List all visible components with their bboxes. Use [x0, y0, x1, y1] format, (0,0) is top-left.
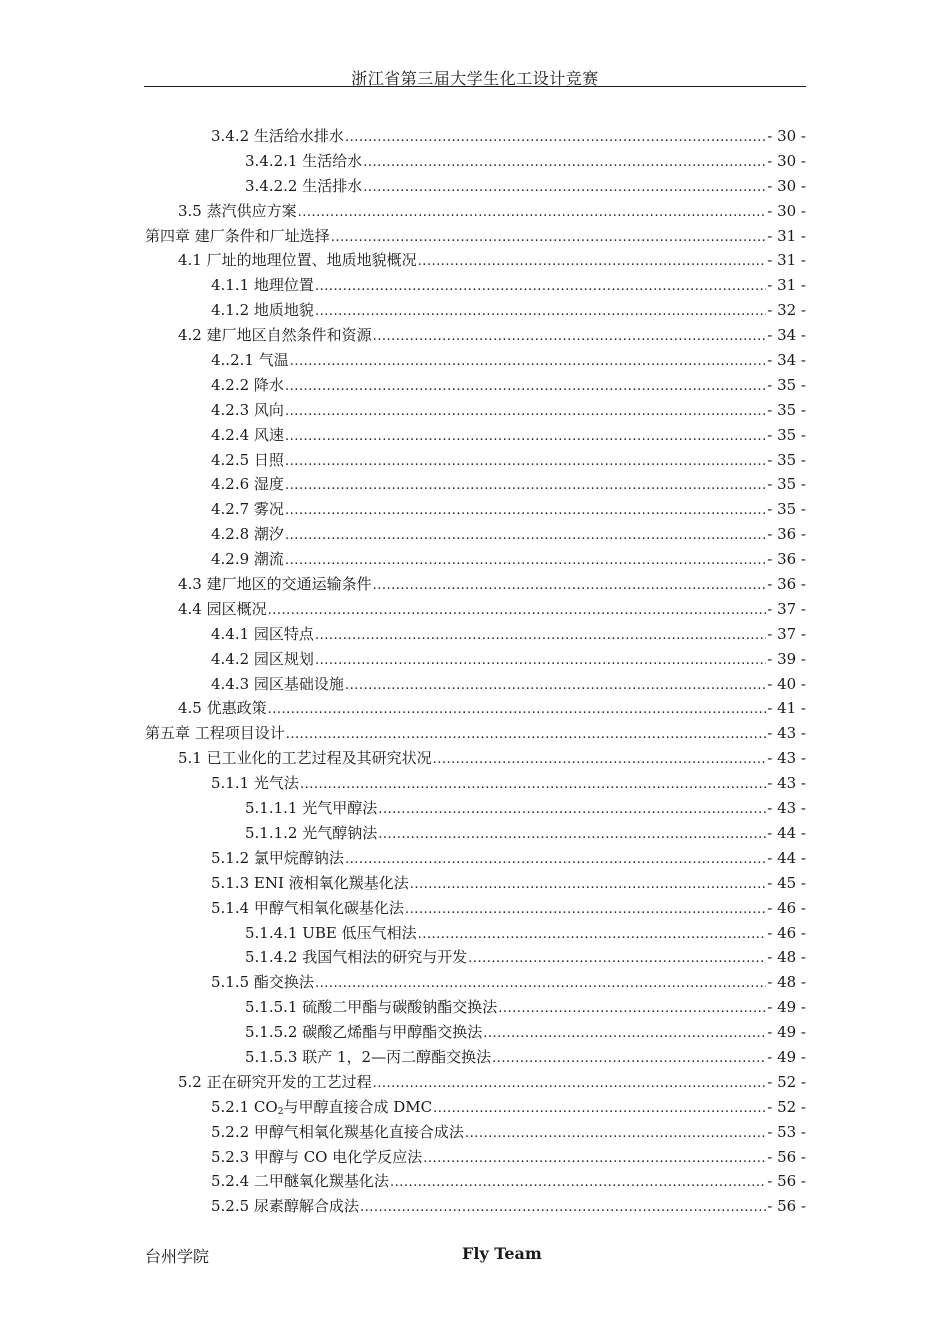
toc-entry[interactable] [145, 224, 806, 249]
toc-dot-leader [410, 873, 767, 898]
toc-entry-title: 3.4.2.1 生活给水 [245, 151, 363, 170]
toc-dot-leader [286, 723, 766, 748]
toc-dot-leader [423, 1147, 766, 1172]
toc-entry-title: 4.2 建厂地区自然条件和资源 [178, 326, 372, 345]
table-of-contents [145, 124, 806, 1219]
toc-entry-title: 4.2.6 湿度 [211, 475, 284, 494]
toc-entry-title: 5.2.2 甲醇气相氧化羰基化直接合成法 [211, 1122, 464, 1141]
toc-entry[interactable] [145, 1120, 806, 1145]
toc-entry-page: - 44 - [767, 823, 806, 842]
toc-entry-page: - 45 - [767, 873, 806, 892]
toc-entry[interactable] [145, 199, 806, 224]
toc-entry-title: 5.1.1 光气法 [211, 774, 299, 793]
toc-entry[interactable] [145, 995, 806, 1020]
toc-entry[interactable] [145, 1045, 806, 1070]
toc-entry-title-prefix: 5.2.1 CO [211, 1097, 278, 1116]
toc-entry-title: 5.1.2 氯甲烷醇钠法 [211, 848, 344, 867]
toc-entry-title: 4.2.9 潮流 [211, 550, 284, 569]
toc-dot-leader [418, 250, 767, 275]
toc-entry-title: 4.2.4 风速 [211, 425, 284, 444]
toc-dot-leader [390, 1171, 766, 1196]
toc-entry-page: - 46 - [767, 923, 806, 942]
toc-dot-leader [378, 823, 766, 848]
toc-entry-title: 5.1 已工业化的工艺过程及其研究状况 [178, 749, 432, 768]
toc-entry-page: - 46 - [767, 898, 806, 917]
toc-entry[interactable] [145, 348, 806, 373]
toc-entry-page: - 32 - [767, 301, 806, 320]
toc-dot-leader [290, 350, 767, 375]
toc-entry[interactable] [145, 149, 806, 174]
toc-dot-leader [315, 275, 766, 300]
toc-entry-page: - 35 - [767, 375, 806, 394]
toc-entry-title: 5.1.1.2 光气醇钠法 [245, 823, 378, 842]
toc-entry-page: - 44 - [767, 848, 806, 867]
toc-entry-page: - 48 - [767, 973, 806, 992]
toc-dot-leader [298, 201, 767, 226]
toc-dot-leader [373, 574, 767, 599]
toc-entry[interactable] [145, 174, 806, 199]
toc-dot-leader [433, 1097, 766, 1122]
toc-entry-title: 5.1.3 ENI 液相氧化羰基化法 [211, 873, 409, 892]
toc-entry-title: 5.1.1.1 光气甲醇法 [245, 799, 378, 818]
toc-entry-title-suffix: 与甲醇直接合成 DMC [283, 1097, 433, 1116]
toc-entry-title: 4.2.3 风向 [211, 400, 284, 419]
toc-entry[interactable] [145, 423, 806, 448]
toc-entry-page: - 31 - [767, 226, 806, 245]
toc-dot-leader [285, 474, 766, 499]
toc-dot-leader [285, 425, 766, 450]
toc-entry-title: 5.2.3 甲醇与 CO 电化学反应法 [211, 1147, 423, 1166]
page-header-title: 浙江省第三届大学生化工设计竞赛 [351, 69, 599, 88]
toc-dot-leader [268, 599, 767, 624]
toc-entry-page: - 30 - [767, 201, 806, 220]
toc-dot-leader [315, 972, 766, 997]
toc-entry[interactable] [145, 796, 806, 821]
toc-entry[interactable] [145, 1095, 806, 1120]
toc-dot-leader [363, 151, 766, 176]
toc-entry-title: 4.4.3 园区基础设施 [211, 674, 344, 693]
toc-entry[interactable] [145, 472, 806, 497]
toc-entry-title: 5.2.4 二甲醚氧化羰基化法 [211, 1172, 389, 1191]
toc-dot-leader [268, 698, 767, 723]
toc-entry[interactable] [145, 647, 806, 672]
toc-entry[interactable] [145, 846, 806, 871]
toc-entry-title: 5.1.5.2 碳酸乙烯酯与甲醇酯交换法 [245, 1023, 483, 1042]
toc-entry-page: - 36 - [767, 575, 806, 594]
toc-entry[interactable] [145, 970, 806, 995]
toc-entry-page: - 31 - [767, 276, 806, 295]
toc-entry-page: - 35 - [767, 475, 806, 494]
toc-dot-leader [285, 549, 766, 574]
toc-entry-page: - 43 - [767, 774, 806, 793]
toc-entry[interactable] [145, 497, 806, 522]
toc-entry-page: - 43 - [767, 799, 806, 818]
toc-entry[interactable] [145, 522, 806, 547]
toc-dot-leader [315, 649, 766, 674]
toc-entry-page: - 34 - [767, 326, 806, 345]
toc-entry-page: - 40 - [767, 674, 806, 693]
toc-entry-page: - 52 - [767, 1072, 806, 1091]
toc-entry-title: 5.1.5.3 联产 1，2—丙二醇酯交换法 [245, 1047, 492, 1066]
toc-entry[interactable] [145, 1194, 806, 1219]
header-divider [144, 86, 806, 87]
toc-entry[interactable] [145, 398, 806, 423]
toc-entry-page: - 43 - [767, 724, 806, 743]
footer-institution: 台州学院 [145, 1247, 210, 1266]
toc-dot-leader [373, 325, 767, 350]
toc-entry-title: 3.4.2 生活给水排水 [211, 127, 344, 145]
toc-entry[interactable] [145, 721, 806, 746]
toc-dot-leader [285, 450, 766, 475]
toc-entry-title: 4..2.1 气温 [211, 351, 289, 370]
toc-dot-leader [285, 375, 766, 400]
toc-entry-page: - 52 - [767, 1097, 806, 1116]
toc-entry[interactable] [145, 921, 806, 946]
toc-entry-page: - 30 - [767, 127, 806, 145]
toc-dot-leader [418, 923, 767, 948]
toc-entry-title: 4.3 建厂地区的交通运输条件 [178, 575, 372, 594]
toc-entry-page: - 36 - [767, 550, 806, 569]
toc-entry[interactable] [145, 1169, 806, 1194]
toc-entry-page: - 36 - [767, 525, 806, 544]
toc-entry-title: 5.1.4 甲醇气相氧化碳基化法 [211, 898, 404, 917]
toc-entry[interactable] [145, 248, 806, 273]
toc-entry[interactable] [145, 547, 806, 572]
toc-entry-title: 5.1.5 酯交换法 [211, 973, 314, 992]
toc-entry[interactable] [145, 896, 806, 921]
toc-entry[interactable] [145, 1020, 806, 1045]
toc-entry-page: - 48 - [767, 948, 806, 967]
toc-entry[interactable] [145, 945, 806, 970]
toc-entry-page: - 35 - [767, 450, 806, 469]
toc-entry-title: 4.2.2 降水 [211, 375, 284, 394]
toc-entry[interactable] [145, 572, 806, 597]
toc-entry-title: 3.5 蒸汽供应方案 [178, 201, 297, 220]
toc-entry-page: - 49 - [767, 1047, 806, 1066]
toc-entry-page: - 56 - [767, 1172, 806, 1191]
toc-entry-title: 4.5 优惠政策 [178, 699, 267, 718]
toc-dot-leader [378, 798, 766, 823]
toc-dot-leader [483, 1022, 766, 1047]
toc-entry-page: - 53 - [767, 1122, 806, 1141]
toc-entry-title: 5.1.5.1 硫酸二甲酯与碳酸钠酯交换法 [245, 998, 498, 1017]
toc-entry-title: 4.1 厂址的地理位置、地质地貌概况 [178, 251, 417, 270]
toc-entry-page: - 30 - [767, 151, 806, 170]
toc-entry-page: - 49 - [767, 998, 806, 1017]
toc-dot-leader [315, 624, 766, 649]
toc-entry[interactable] [145, 448, 806, 473]
toc-dot-leader [363, 176, 766, 201]
toc-entry-page: - 56 - [767, 1197, 806, 1216]
toc-entry[interactable] [145, 273, 806, 298]
toc-entry[interactable] [145, 871, 806, 896]
toc-dot-leader [285, 400, 766, 425]
toc-entry-title: 4.2.5 日照 [211, 450, 284, 469]
toc-entry[interactable] [145, 323, 806, 348]
toc-dot-leader [468, 947, 766, 972]
toc-entry[interactable] [145, 696, 806, 721]
toc-entry[interactable] [145, 771, 806, 796]
toc-entry-title-subscript: 2 [277, 1106, 284, 1117]
toc-entry-title: 4.2.7 雾况 [211, 500, 284, 519]
toc-entry[interactable] [145, 746, 806, 771]
toc-entry[interactable] [145, 1070, 806, 1095]
toc-entry-page: - 39 - [767, 649, 806, 668]
toc-entry-title: 4.1.1 地理位置 [211, 276, 314, 295]
toc-entry-page: - 37 - [767, 624, 806, 643]
toc-entry-title: 5.1.4.2 我国气相法的研究与开发 [245, 948, 468, 967]
toc-entry[interactable] [145, 1145, 806, 1170]
toc-dot-leader [498, 997, 766, 1022]
toc-entry-title: 5.2 正在研究开发的工艺过程 [178, 1072, 372, 1091]
toc-entry-page: - 56 - [767, 1147, 806, 1166]
toc-entry-title: 5.1.4.1 UBE 低压气相法 [245, 923, 417, 942]
toc-entry-title: 5.2.5 尿素醇解合成法 [211, 1197, 359, 1216]
toc-entry-page: - 49 - [767, 1023, 806, 1042]
toc-dot-leader [433, 748, 767, 773]
toc-dot-leader [373, 1072, 767, 1097]
toc-dot-leader [492, 1047, 766, 1072]
toc-entry-title: 第五章 工程项目设计 [145, 724, 285, 743]
toc-entry[interactable] [145, 373, 806, 398]
toc-entry-page: - 37 - [767, 599, 806, 618]
toc-dot-leader [465, 1122, 766, 1147]
toc-entry-title: 4.2.8 潮汐 [211, 525, 284, 544]
toc-entry-page: - 35 - [767, 400, 806, 419]
toc-entry-title: 3.4.2.2 生活排水 [245, 176, 363, 195]
toc-entry-page: - 31 - [767, 251, 806, 270]
toc-entry-page: - 41 - [767, 699, 806, 718]
toc-dot-leader [345, 848, 766, 873]
toc-entry[interactable] [145, 597, 806, 622]
toc-entry-title: 4.4 园区概况 [178, 599, 267, 618]
toc-dot-leader [285, 499, 766, 524]
toc-dot-leader [345, 126, 766, 151]
toc-entry-title: 4.1.2 地质地貌 [211, 301, 314, 320]
toc-entry-title: 第四章 建厂条件和厂址选择 [145, 226, 330, 245]
toc-dot-leader [360, 1196, 766, 1221]
toc-entry-page: - 43 - [767, 749, 806, 768]
toc-entry-page: - 30 - [767, 176, 806, 195]
footer-team: Fly Team [462, 1244, 542, 1263]
toc-entry-title: 4.4.2 园区规划 [211, 649, 314, 668]
toc-entry-page: - 35 - [767, 425, 806, 444]
toc-dot-leader [315, 300, 766, 325]
toc-dot-leader [300, 773, 766, 798]
toc-entry[interactable] [145, 622, 806, 647]
toc-entry-page: - 34 - [767, 351, 806, 370]
toc-entry[interactable] [145, 298, 806, 323]
toc-entry-page: - 35 - [767, 500, 806, 519]
toc-dot-leader [331, 226, 766, 251]
toc-dot-leader [405, 898, 766, 923]
toc-entry[interactable] [145, 672, 806, 697]
toc-dot-leader [345, 674, 766, 699]
toc-dot-leader [285, 524, 766, 549]
toc-entry-title: 4.4.1 园区特点 [211, 624, 314, 643]
toc-entry[interactable] [145, 821, 806, 846]
toc-entry[interactable] [145, 124, 806, 149]
